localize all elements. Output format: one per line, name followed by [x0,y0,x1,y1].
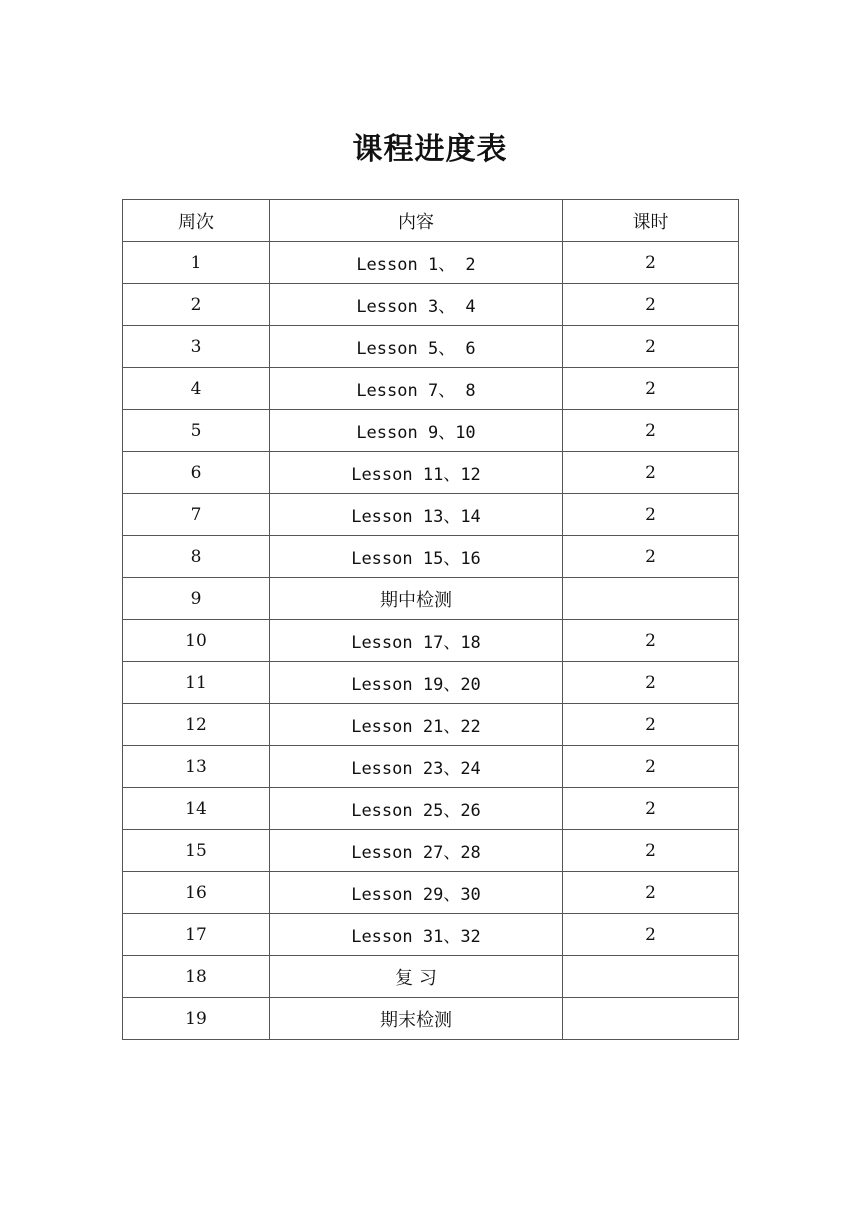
page-title: 课程进度表 [352,132,508,167]
hours-cell [563,998,739,1040]
content-cell: Lesson 31、32 [270,914,563,956]
week-cell: 17 [123,914,270,956]
hours-cell: 2 [563,368,739,410]
content-cell: Lesson 15、16 [270,536,563,578]
table-row [123,746,739,788]
content-cell: Lesson 1、 2 [270,242,563,284]
week-cell: 5 [123,410,270,452]
table-row [123,914,739,956]
table-row [123,662,739,704]
content-cell: Lesson 21、22 [270,704,563,746]
hours-cell: 2 [563,410,739,452]
hours-cell [563,956,739,998]
hours-cell: 2 [563,830,739,872]
hours-cell: 2 [563,452,739,494]
week-cell: 2 [123,284,270,326]
week-cell: 1 [123,242,270,284]
hours-cell: 2 [563,788,739,830]
table-row [123,536,739,578]
week-cell: 15 [123,830,270,872]
hours-cell: 2 [563,704,739,746]
table-row [123,956,739,998]
week-cell: 12 [123,704,270,746]
hours-cell: 2 [563,494,739,536]
table-row [123,704,739,746]
table-row [123,452,739,494]
content-cell: Lesson 19、20 [270,662,563,704]
week-cell: 9 [123,578,270,620]
content-cell: Lesson 29、30 [270,872,563,914]
content-cell: Lesson 7、 8 [270,368,563,410]
table-row [123,998,739,1040]
hours-cell: 2 [563,284,739,326]
header-week: 周次 [123,200,270,242]
week-cell: 8 [123,536,270,578]
content-cell: Lesson 17、18 [270,620,563,662]
table-row [123,872,739,914]
table-row [123,830,739,872]
content-cell: Lesson 25、26 [270,788,563,830]
content-cell: Lesson 23、24 [270,746,563,788]
table-row [123,368,739,410]
table-row [123,284,739,326]
week-cell: 7 [123,494,270,536]
hours-cell: 2 [563,326,739,368]
content-cell: Lesson 5、 6 [270,326,563,368]
week-cell: 14 [123,788,270,830]
schedule-table [122,199,739,1040]
table-row [123,410,739,452]
hours-cell: 2 [563,914,739,956]
content-cell: Lesson 27、28 [270,830,563,872]
content-cell: 期中检测 [270,578,563,620]
content-cell: Lesson 13、14 [270,494,563,536]
week-cell: 6 [123,452,270,494]
hours-cell: 2 [563,872,739,914]
week-cell: 3 [123,326,270,368]
hours-cell: 2 [563,620,739,662]
header-content: 内容 [270,200,563,242]
table-row [123,326,739,368]
table-row [123,578,739,620]
week-cell: 18 [123,956,270,998]
table-row [123,620,739,662]
week-cell: 11 [123,662,270,704]
hours-cell [563,578,739,620]
header-hours: 课时 [563,200,739,242]
hours-cell: 2 [563,536,739,578]
table-header-row [123,200,739,242]
content-cell: 期末检测 [270,998,563,1040]
week-cell: 10 [123,620,270,662]
hours-cell: 2 [563,242,739,284]
content-cell: 复 习 [270,956,563,998]
content-cell: Lesson 3、 4 [270,284,563,326]
table-row [123,788,739,830]
hours-cell: 2 [563,662,739,704]
table-row [123,494,739,536]
content-cell: Lesson 11、12 [270,452,563,494]
hours-cell: 2 [563,746,739,788]
week-cell: 19 [123,998,270,1040]
week-cell: 16 [123,872,270,914]
week-cell: 13 [123,746,270,788]
content-cell: Lesson 9、10 [270,410,563,452]
week-cell: 4 [123,368,270,410]
table-row [123,242,739,284]
